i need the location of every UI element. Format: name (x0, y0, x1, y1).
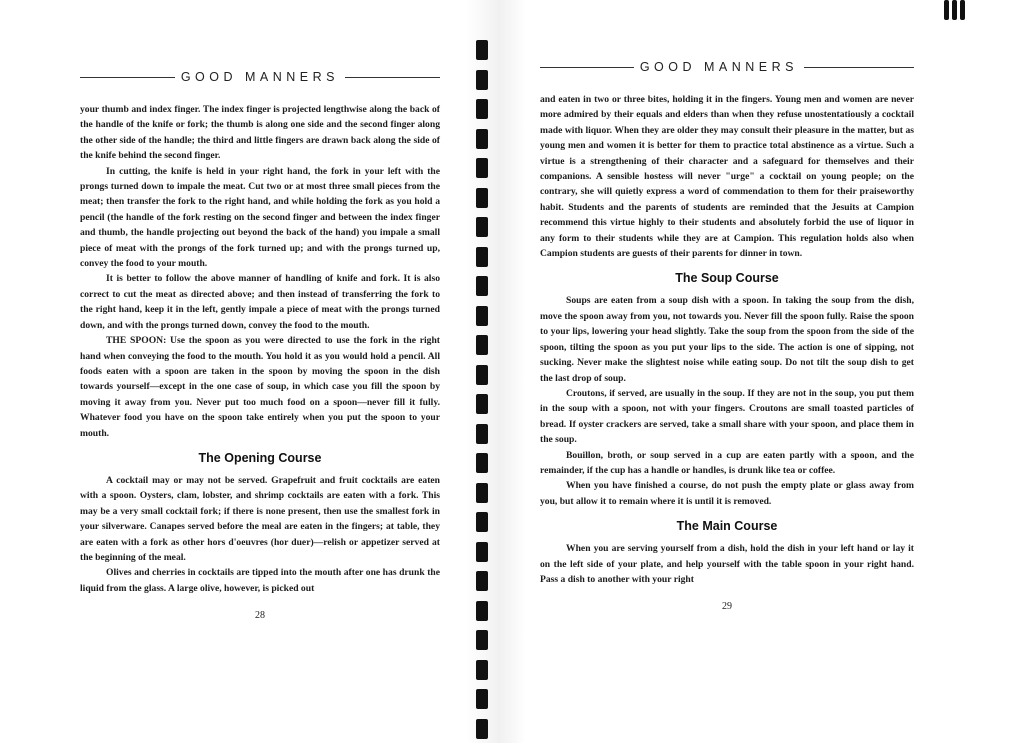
page-number: 29 (722, 601, 732, 613)
paragraph: When you have finished a course, do not push the empty plate or glass away from you, but allow it to remain where it is until it is removed. (540, 480, 914, 507)
header-rule (540, 67, 634, 68)
binding-ring (476, 335, 488, 355)
binding-ring (476, 217, 488, 237)
paragraph: and eaten in two or three bites, holding it in the fingers. Young men and women are never more admired by their equals and elders than when they refuse unostentatiously a cocktail made with liquor. When they are older they may consult their pleasure in the matter, but as young men and women it is better for them to practice total abstinence as a virtue. Such a virtue is a strengthening of their character and a safeguard for themselves and their companions. A sensible hostess will never "urge" a cocktail on young people; on the contrary, she will quietly express a word of commendation to them for their praiseworthy habit. Students and the parents of students are reminded that the Jesuits at Campion recommend this virtue highly to their students and absolutely forbid the use of liquor in any form to their students while they are at Campion. This regulation holds also when Campion students are guests of their parents for dinner in town. (540, 94, 914, 260)
section-heading: The Opening Course (198, 450, 322, 465)
binding-ring (476, 394, 488, 414)
page-number: 28 (255, 610, 265, 622)
binding-ring (476, 601, 488, 621)
binding-ring (476, 40, 488, 60)
binding-ring (476, 660, 488, 680)
paragraph: Bouillon, broth, or soup served in a cup are eaten partly with a spoon, and the remainder, if the cup has a handle or handles, is drunk like tea or coffee. (540, 449, 914, 476)
paragraph: It is better to follow the above manner of handling of knife and fork. It is also correct to cut the meat as directed above; and then instead of transferring the fork to the right hand, keep it in the left, gently impale a piece of meat with the prongs turned down, and with the prongs turned down, convey the food to the mouth. (80, 273, 440, 331)
binding-ring (476, 719, 488, 739)
paragraph: Olives and cherries in cocktails are tipped into the mouth after one has drunk the liquid from the glass. A large olive, however, is picked out (80, 567, 440, 594)
paragraph: Croutons, if served, are usually in the soup. If they are not in the soup, you put them in the soup with a spoon, not with your fingers. Croutons are small toasted particles of bread. If oyster crackers are served, take a small share with your spoon, and place them in the soup. (540, 387, 914, 446)
binding-ring (476, 276, 488, 296)
paragraph: In cutting, the knife is held in your right hand, the fork in your left with the prongs turned down to impale the meat. Cut two or at most three small pieces from the meat; then transfer the fork to the right hand, and while holding the fork as you hold a pencil (the handle of the fork resting on the second finger and between the index finger and thumb, the handle projecting out beyond the back of the hand) you impale a small piece of meat with the prongs of the fork turned up; and with the prongs turned up, convey the food to your mouth. (80, 165, 440, 270)
header-rule (80, 77, 175, 78)
binding-ring (476, 453, 488, 473)
binding-ring (476, 512, 488, 532)
binding-ring (476, 70, 488, 90)
header-title: GOOD MANNERS (180, 70, 339, 84)
header-title: GOOD MANNERS (639, 60, 798, 74)
section-heading: The Soup Course (675, 271, 779, 286)
section-heading: The Main Course (676, 519, 778, 534)
binding-ring (476, 542, 488, 562)
binding-ring (476, 689, 488, 709)
right-page (540, 0, 1024, 743)
paragraph: your thumb and index finger. The index finger is projected lengthwise along the back of the handle of the knife or fork; the thumb is along one side and the second finger along the other side of the handle; the third and little fingers are drawn back along the side of the knife behind the second finger. (80, 104, 440, 162)
paragraph: A cocktail may or may not be served. Grapefruit and fruit cocktails are eaten with a spoon. Oysters, clam, lobster, and shrimp cocktails are eaten with a fork. This may be a very small cocktail fork; if there is none present, then use the smallest fork in your silverware. Canapes served before the meal are eaten in the fingers; at table, they are eaten with a fork as other hors d'oeuvres (hor duer)—relish or appetizer served at the beginning of the meal. (80, 474, 440, 563)
header-rule (345, 77, 440, 78)
binding-ring (476, 571, 488, 591)
page-body (80, 102, 440, 596)
running-header (540, 60, 914, 74)
running-header (80, 70, 440, 84)
binding-ring (476, 365, 488, 385)
paragraph: When you are serving yourself from a dish, hold the dish in your left hand or lay it on the left side of your plate, and help yourself with the table spoon in your right hand. Pass a dish to another with your right (540, 543, 914, 585)
binding-ring (476, 188, 488, 208)
binding-ring (476, 306, 488, 326)
page-body (540, 92, 914, 587)
paragraph: THE SPOON: Use the spoon as you were directed to use the fork in the right hand when conveying the food to the mouth. You hold it as you would hold a pencil. All foods eaten with a spoon are taken in the spoon by moving the spoon in the dish towards yourself—except in the one case of soup, in which case you fill the spoon by moving it away from you. Never put too much food on a spoon—never fill it fully. Whatever food you have on the spoon take entirely when you put the spoon to your mouth. (80, 335, 440, 439)
binding-ring (476, 247, 488, 267)
binding-ring (476, 630, 488, 650)
binding-ring (476, 424, 488, 444)
header-rule (804, 67, 914, 68)
binding-ring (476, 99, 488, 119)
binding-ring (476, 158, 488, 178)
binding-ring (476, 129, 488, 149)
spiral-binding (468, 0, 508, 743)
binding-ring (476, 483, 488, 503)
left-page (0, 0, 470, 743)
paragraph: Soups are eaten from a soup dish with a spoon. In taking the soup from the dish, move the spoon away from you, not towards you. Never fill the spoon fully. Raise the spoon to your lips, lowering your head slightly. Take the soup from the spoon from the side of the spoon, tilting the spoon as you put your lips to the side. The action is one of sipping, not sucking. Never make the slightest noise while eating soup. Do not tilt the soup dish to get the last drop of soup. (540, 295, 914, 384)
